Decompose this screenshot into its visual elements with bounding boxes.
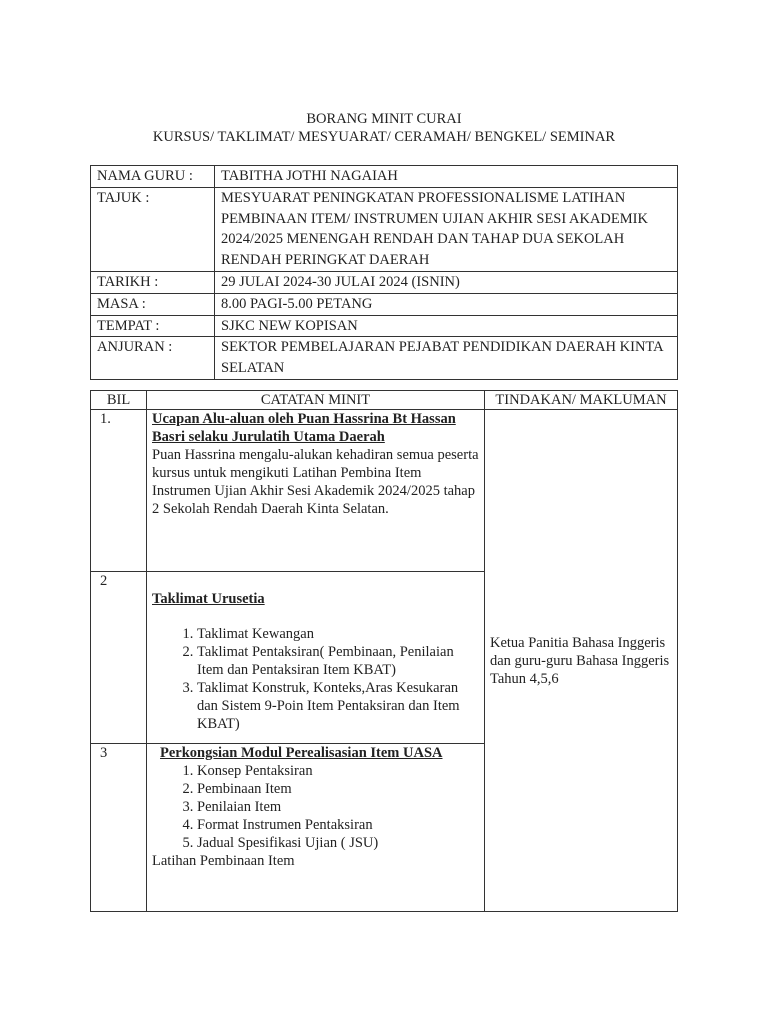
info-row-anjuran [91,337,678,380]
row-1-notes [147,410,485,572]
minutes-row-1 [91,410,678,572]
row-1-heading: Ucapan Alu-aluan oleh Puan Hassrina Bt Hassan Basri selaku Jurulatih Utama Daerah [152,411,456,445]
row-3-heading: Perkongsian Modul Perealisasian Item UASA [160,745,443,761]
form-subtitle: KURSUS/ TAKLIMAT/ MESYUARAT/ CERAMAH/ BENGKEL/ SEMINAR [152,129,616,145]
row-3-item: 5. Jadual Spesifikasi Ujian ( JSU) [197,834,479,852]
minutes-header-row [91,391,678,410]
row-3-item: 1. Konsep Pentaksiran [197,762,479,780]
row-2-item: 1. Taklimat Kewangan [197,625,479,643]
label-masa: MASA : [91,293,215,315]
info-row-masa [91,293,678,315]
minutes-table [90,390,678,912]
header-tindakan: TINDAKAN/ MAKLUMAN [485,391,678,410]
row-2-item: 2. Taklimat Pentaksiran( Pembinaan, Penilaian Item dan Pentaksiran Item KBAT) [197,643,479,679]
row-2-list [152,625,479,733]
info-row-tarikh [91,271,678,293]
form-title: BORANG MINIT CURAI [306,111,462,127]
value-nama-guru: TABITHA JOTHI NAGAIAH [215,166,678,188]
action-cell: Ketua Panitia Bahasa Inggeris dan guru-guru Bahasa Inggeris Tahun 4,5,6 [485,410,678,912]
value-masa: 8.00 PAGI-5.00 PETANG [215,293,678,315]
value-tarikh: 29 JULAI 2024-30 JULAI 2024 (ISNIN) [215,271,678,293]
label-tempat: TEMPAT : [91,315,215,337]
label-tajuk: TAJUK : [91,187,215,271]
value-tajuk: MESYUARAT PENINGKATAN PROFESSIONALISME LATIHAN PEMBINAAN ITEM/ INSTRUMEN UJIAN AKHIR SESI AKADEMIK 2024/2025 MENENGAH RENDAH DAN TAHAP DUA SEKOLAH RENDAH PERINGKAT DAERAH [215,187,678,271]
header-catatan-minit: CATATAN MINIT [147,391,485,410]
label-tarikh: TARIKH : [91,271,215,293]
row-1-body: Puan Hassrina mengalu-alukan kehadiran semua peserta kursus untuk mengikuti Latihan Pembina Item Instrumen Ujian Akhir Sesi Akademik 2024/2025 tahap 2 Sekolah Rendah Daerah Kinta Selatan. [152,447,479,517]
row-2-notes [147,572,485,744]
row-3-item: 3. Penilaian Item [197,798,479,816]
row-3-item: 2. Pembinaan Item [197,780,479,798]
label-nama-guru: NAMA GURU : [91,166,215,188]
value-tempat: SJKC NEW KOPISAN [215,315,678,337]
row-2-heading: Taklimat Urusetia [152,591,265,607]
label-anjuran: ANJURAN : [91,337,215,380]
row-3-bil: 3 [91,744,147,912]
info-table [90,165,678,380]
row-3-notes [147,744,485,912]
info-row-nama [91,166,678,188]
info-row-tempat [91,315,678,337]
row-1-bil: 1. [91,410,147,572]
row-3-footer: Latihan Pembinaan Item [152,853,295,869]
value-anjuran: SEKTOR PEMBELAJARAN PEJABAT PENDIDIKAN DAERAH KINTA SELATAN [215,337,678,380]
row-3-list [152,762,479,852]
row-3-item: 4. Format Instrumen Pentaksiran [197,816,479,834]
header-bil: BIL [91,391,147,410]
row-2-item: 3. Taklimat Konstruk, Konteks,Aras Kesukaran dan Sistem 9-Poin Item Pentaksiran dan Item KBAT) [197,679,479,733]
row-2-bil: 2 [91,572,147,744]
info-row-tajuk [91,187,678,271]
